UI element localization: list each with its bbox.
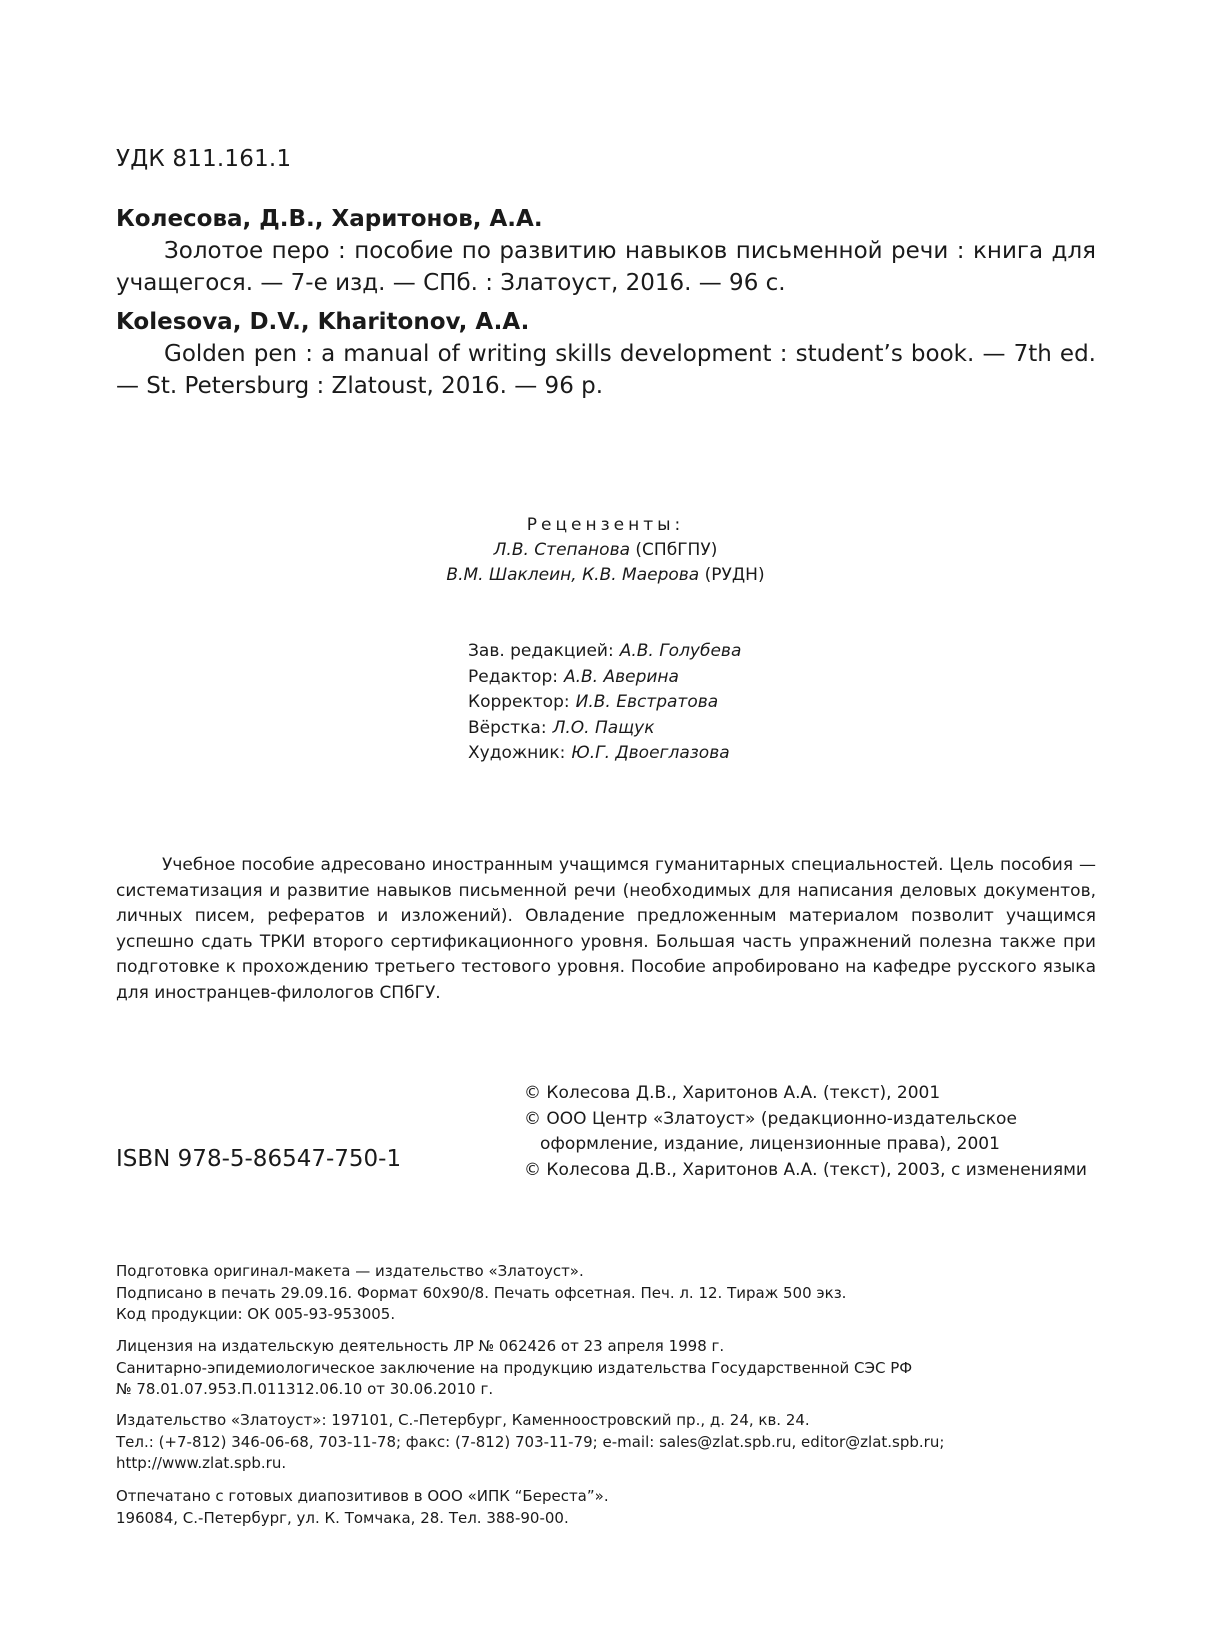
imprint-publisher-address: Издательство «Златоуст»: 197101, С.-Петербург, Каменноостровский пр., д. 24, кв. 24.: [116, 1411, 810, 1429]
imprint-production: [116, 1261, 1096, 1326]
imprint-publisher: [116, 1410, 1096, 1475]
editorial-staff: [468, 639, 741, 767]
annotation-paragraph: Учебное пособие адресовано иностранным учащимся гуманитарных специальностей. Цель пособия — систематизация и развитие навыков письменной речи (необходимых для написания деловых документов, личных писем, рефератов и изложений). Овладение предложенным материалом позволит учащимся успешно сдать ТРКИ второго сертификационного уровня. Большая часть упражнений полезна также при подготовке к прохождению третьего тестового уровня. Пособие апробировано на кафедре русского языка для иностранцев-филологов СПбГУ.: [116, 855, 1096, 1003]
staff-row: [468, 639, 741, 665]
staff-row: [468, 690, 741, 716]
copyright-line: © Колесова Д.В., Харитонов А.А. (текст), 2003, с изменениями: [524, 1159, 1087, 1180]
copyright-block: [524, 1081, 1096, 1183]
imprint-signed: Подписано в печать 29.09.16. Формат 60х90/8. Печать офсетная. Печ. л. 12. Тираж 500 экз.: [116, 1283, 847, 1302]
imprint-contacts: Тел.: (+7-812) 346-06-68, 703-11-78; факс: (7-812) 703-11-79; e-mail: sales@zlat.spb.ru, editor@zlat.spb.ru;: [116, 1432, 945, 1451]
imprint-prep: Подготовка оригинал-макета — издательство «Златоуст».: [116, 1262, 584, 1280]
staff-name: И.В. Евстратова: [575, 692, 719, 712]
bibliographic-entry-en: [116, 306, 1096, 402]
reviewer-1: [0, 538, 1211, 563]
reviewer-1-org: (СПбГПУ): [630, 540, 718, 560]
reviewer-2-name: В.М. Шаклеин, К.В. Маерова: [446, 565, 700, 585]
imprint-printer: [116, 1486, 1096, 1529]
udk-code: УДК 811.161.1: [116, 146, 292, 172]
staff-role: Художник:: [468, 743, 566, 763]
imprint-license: [116, 1336, 1096, 1401]
staff-role: Корректор:: [468, 692, 570, 712]
staff-name: Л.О. Пащук: [552, 717, 655, 738]
staff-row: [468, 665, 741, 691]
reviewers-block: [0, 513, 1211, 588]
authors-en: Kolesova, D.V., Kharitonov, A.A.: [116, 309, 530, 335]
authors-ru: Колесова, Д.В., Харитонов, А.А.: [116, 206, 543, 232]
staff-role: Вёрстка:: [468, 717, 547, 738]
staff-name: Ю.Г. Двоеглазова: [571, 743, 730, 763]
imprint-printed-2: 196084, С.-Петербург, ул. К. Томчака, 28. Тел. 388-90-00.: [116, 1508, 569, 1527]
staff-role: Редактор:: [468, 666, 558, 687]
description-en: Golden pen : a manual of writing skills development : student’s book. — 7th ed. — St. Petersburg : Zlatoust, 2016. — 96 p.: [116, 341, 1096, 399]
imprint-printed-1: Отпечатано с готовых диапозитивов в ООО «ИПК “Береста”».: [116, 1487, 609, 1505]
reviewers-title: Рецензенты:: [526, 515, 685, 535]
copyright-line: © ООО Центр «Златоуст» (редакционно-издательское оформление, издание, лицензионные права), 2001: [524, 1108, 1017, 1154]
bibliographic-entry-ru: [116, 203, 1096, 299]
reviewer-2-org: (РУДН): [699, 565, 765, 585]
staff-row: [468, 716, 741, 742]
imprint-sanitary-1: Санитарно-эпидемиологическое заключение на продукцию издательства Государственной СЭС РФ: [116, 1358, 913, 1377]
description-ru: Золотое перо : пособие по развитию навыков письменной речи : книга для учащегося. — 7-е изд. — СПб. : Златоуст, 2016. — 96 с.: [116, 238, 1096, 296]
staff-role: Зав. редакцией:: [468, 641, 614, 661]
imprint-sanitary-2: № 78.01.07.953.П.011312.06.10 от 30.06.2010 г.: [116, 1380, 494, 1398]
reviewer-2: [0, 563, 1211, 588]
copyright-line: © Колесова Д.В., Харитонов А.А. (текст), 2001: [524, 1083, 941, 1103]
staff-name: А.В. Голубева: [619, 641, 742, 661]
staff-row: [468, 741, 741, 767]
imprint-code: Код продукции: ОК 005-93-953005.: [116, 1305, 396, 1323]
staff-name: А.В. Аверина: [563, 666, 679, 687]
isbn: ISBN 978-5-86547-750-1: [116, 1146, 402, 1172]
reviewer-1-name: Л.В. Степанова: [493, 540, 631, 560]
imprint-web: http://www.zlat.spb.ru.: [116, 1454, 287, 1472]
imprint-license-line: Лицензия на издательскую деятельность ЛР № 062426 от 23 апреля 1998 г.: [116, 1337, 725, 1355]
